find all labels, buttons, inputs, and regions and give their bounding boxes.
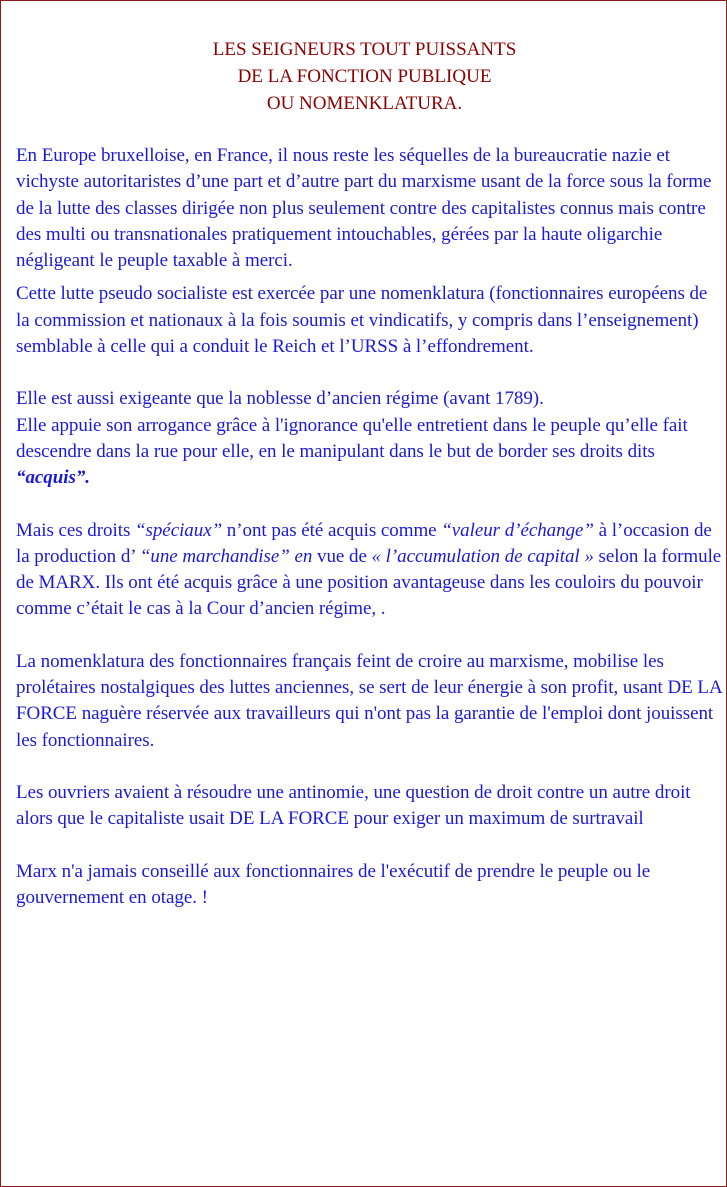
p4-emph-1: “spéciaux” <box>135 519 223 541</box>
p4-emph-2: “valeur d’échange” <box>441 519 594 541</box>
title-line-2: DE LA FONCTION PUBLIQUE <box>237 66 492 87</box>
paragraph-3a: Elle est aussi exigeante que la noblesse d’ancien régime (avant 1789). <box>16 388 544 410</box>
p4-text-5: selon la formule de MARX. Ils ont été acquis grâce à une position avantageuse dans les couloirs du pouvoir comme c’était le cas à la Cour d’ancien régime, . <box>16 545 722 620</box>
p4-text-3: à l’occasion de la production d’ <box>16 519 712 567</box>
article-body <box>16 143 723 911</box>
paragraph-3b-text: Elle appuie son arrogance grâce à l'ignorance qu'elle entretient dans le peuple qu’elle fait descendre dans la rue pour elle, en le manipulant dans le but de border ses droits dits <box>16 414 688 462</box>
page-title <box>1 36 727 117</box>
title-line-1: LES SEIGNEURS TOUT PUISSANTS <box>212 39 517 60</box>
paragraph-3b <box>16 413 723 492</box>
acquis-emphasis: “acquis”. <box>16 467 90 489</box>
title-line-3: OU NOMENKLATURA. <box>266 93 463 114</box>
paragraph-2: Cette lutte pseudo socialiste est exercée par une nomenklatura (fonctionnaires européens de la commission et nationaux à la fois soumis et vindicatifs, y compris dans l’enseignement) semblable à celle qui a conduit le Reich et l’URSS à l’effondrement. <box>16 283 708 358</box>
paragraph-7: Marx n'a jamais conseillé aux fonctionnaires de l'exécutif de prendre le peuple ou le gouvernement en otage. ! <box>16 860 651 908</box>
p4-text-4: vue de <box>312 545 372 567</box>
p4-text-2: n’ont pas été acquis comme <box>222 519 442 541</box>
p4-emph-4: « l’accumulation de capital » <box>371 545 594 567</box>
paragraph-1: En Europe bruxelloise, en France, il nous reste les séquelles de la bureaucratie nazie et vichyste autoritaristes d’une part et d’autre part du marxisme usant de la force sous la forme de la lutte des classes dirigée non plus seulement contre des capitalistes connus mais contre des multi ou transnationales pratiquement intouchables, gérées par la haute oligarchie négligeant le peuple taxable à merci. <box>16 145 712 272</box>
paragraph-5: La nomenklatura des fonctionnaires français feint de croire au marxisme, mobilise les prolétaires nostalgiques des luttes anciennes, se sert de leur énergie à son profit, usant DE LA FORCE naguère réservée aux travailleurs qui n'ont pas la garantie de l'emploi dont jouissent les fonctionnaires. <box>16 650 722 751</box>
paragraph-4 <box>16 518 723 623</box>
p4-text-1: Mais ces droits <box>16 519 135 541</box>
paragraph-6: Les ouvriers avaient à résoudre une antinomie, une question de droit contre un autre droit alors que le capitaliste usait DE LA FORCE pour exiger un maximum de surtravail <box>16 781 691 830</box>
p4-emph-3: “une marchandise” en <box>139 545 313 567</box>
